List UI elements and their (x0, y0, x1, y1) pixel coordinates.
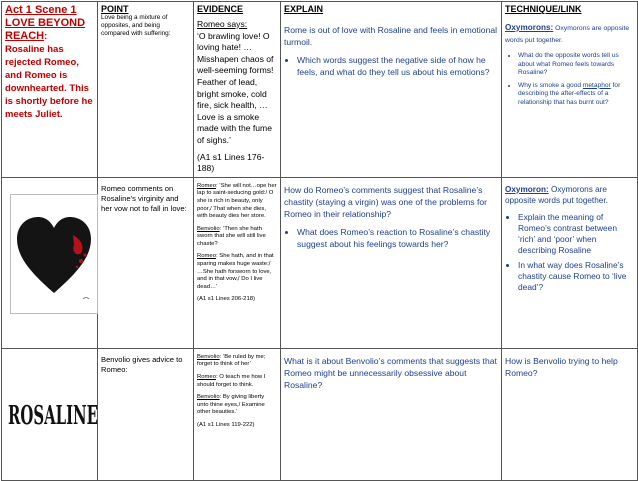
rosaline-wordart-image (6, 365, 100, 455)
evidence-cell-1 (194, 2, 281, 178)
intro-body: Rosaline has rejected Romeo, and Romeo is downhearted. This is shortly before he meets Juliet. (5, 44, 93, 120)
evidence-speaker-2c: Romeo (197, 253, 216, 260)
evidence-ref-3: (A1 s1 Lines 119-222) (197, 421, 255, 428)
evidence-speaker-3b: Romeo (197, 373, 216, 380)
technique-cell-2 (502, 177, 638, 348)
header-point: POINT (101, 4, 129, 14)
point-text-2: Romeo comments on Rosaline’s virginity and her vow not to fall in love: (101, 183, 187, 213)
technique-cell-1 (502, 2, 638, 178)
technique-lead-3: How is Benvolio trying to help Romeo? (505, 355, 618, 378)
evidence-ref-2: (A1 s1 Lines 206-218) (197, 296, 255, 303)
row-love-opposites (2, 2, 638, 178)
point-cell-2 (98, 177, 194, 348)
technique-question-2a: • Explain the meaning of Romeo’s contrast between ‘rich’ and ‘poor’ when describing Rosaline (518, 212, 634, 257)
explain-cell-1 (281, 2, 502, 178)
heart-image-cell (2, 177, 98, 348)
point-cell-3 (98, 348, 194, 480)
row-chastity (2, 177, 638, 348)
header-explain: EXPLAIN (284, 4, 324, 14)
technique-question-1a: • What do the opposite words tell us about what Romeo feels towards Rosaline? (518, 52, 634, 78)
lesson-table (1, 1, 638, 481)
technique-cell-3 (502, 348, 638, 480)
technique-title-2: Oxymoron: (505, 184, 549, 194)
point-text-1: Love being a mixture of opposites, and being compared with suffering: (101, 14, 171, 37)
technique-question-1b: • Why is smoke a good metaphor for describing the after-effects of a relationship that has burnt out? (518, 82, 634, 108)
explain-cell-3 (281, 348, 502, 480)
evidence-quote-2c: : She hath, and in that sparing makes huge waste;/ …She hath forsworn to love, and in that vow,/ Do I live dead…’ (197, 253, 274, 290)
technique-def-1: Oxymorons are opposite words put together. (505, 25, 630, 44)
explain-question-2: • What does Romeo’s reaction to Rosaline’s chastity suggest about his feelings towards her? (297, 226, 498, 250)
evidence-speaker-3a: Benvolio (197, 353, 220, 360)
evidence-quote-3c: : By giving liberty unto thine eyes,/ Examine other beauties.’ (197, 394, 265, 416)
explain-question-1: • Which words suggest the negative side of how he feels, and what do they tell us about his emotions? (297, 54, 498, 78)
evidence-cell-2 (194, 177, 281, 348)
evidence-speaker-2b: Benvolio (197, 225, 220, 232)
evidence-quote-2b: : ‘Then she hath sworn that she will still live chaste? (197, 225, 266, 247)
evidence-speaker-1: Romeo says: (197, 19, 248, 29)
broken-heart-image (10, 194, 98, 314)
explain-lead-3: What is it about Benvolio’s comments that suggests that Romeo might be unnecessarily obsessive about Rosaline? (284, 355, 497, 390)
header-evidence: EVIDENCE (197, 4, 244, 14)
evidence-quote-1: ‘O brawling love! O loving hate! … Misshapen chaos of well-seeming forms! Feather of lead, bright smoke, cold fire, sick health, …Love is a smoke made with the fume of sighs.’ (197, 30, 274, 145)
intro-colon: : (44, 31, 48, 42)
evidence-quote-2a: : ‘She will not…ope her lap to saint-seducing gold:/ O she is rich in beauty, only poor,/ That when she dies, with beauty dies her store. (197, 182, 277, 220)
svg-text:ROSALINE: ROSALINE (8, 400, 98, 431)
technique-title-1: Oxymorons: (505, 23, 554, 32)
point-cell-1 (98, 2, 194, 178)
explain-lead-2: How do Romeo’s comments suggest that Rosaline’s chastity (staying a virgin) was one of the problems for Romeo in their relationship? (284, 184, 487, 219)
evidence-quote-3b: : O teach me how I should forget to think. (197, 373, 266, 388)
technique-question-2b: • In what way does Rosaline’s chastity cause Romeo to ‘live dead’? (518, 260, 634, 294)
evidence-speaker-2a: Romeo (197, 182, 216, 189)
rosaline-image-cell (2, 348, 98, 480)
evidence-ref-1: (A1 s1 Lines 176-188) (197, 151, 265, 174)
header-technique: TECHNIQUE/LINK (505, 4, 582, 14)
technique-def-2: Oxymorons are opposite words put together. (505, 184, 608, 205)
explain-cell-2 (281, 177, 502, 348)
point-text-3: Benvolio gives advice to Romeo: (101, 354, 183, 374)
intro-cell (2, 2, 98, 178)
intro-subtitle: LOVE BEYOND REACH (5, 17, 86, 42)
evidence-speaker-3c: Benvolio (197, 394, 220, 401)
explain-lead-1: Rome is out of love with Rosaline and feels in emotional turmoil. (284, 25, 498, 47)
evidence-cell-3 (194, 348, 281, 480)
intro-title: Act 1 Scene 1 (5, 4, 77, 16)
evidence-quote-3a: : ‘Be ruled by me; forget to think of her’ (197, 353, 266, 368)
row-benvolio-advice (2, 348, 638, 480)
